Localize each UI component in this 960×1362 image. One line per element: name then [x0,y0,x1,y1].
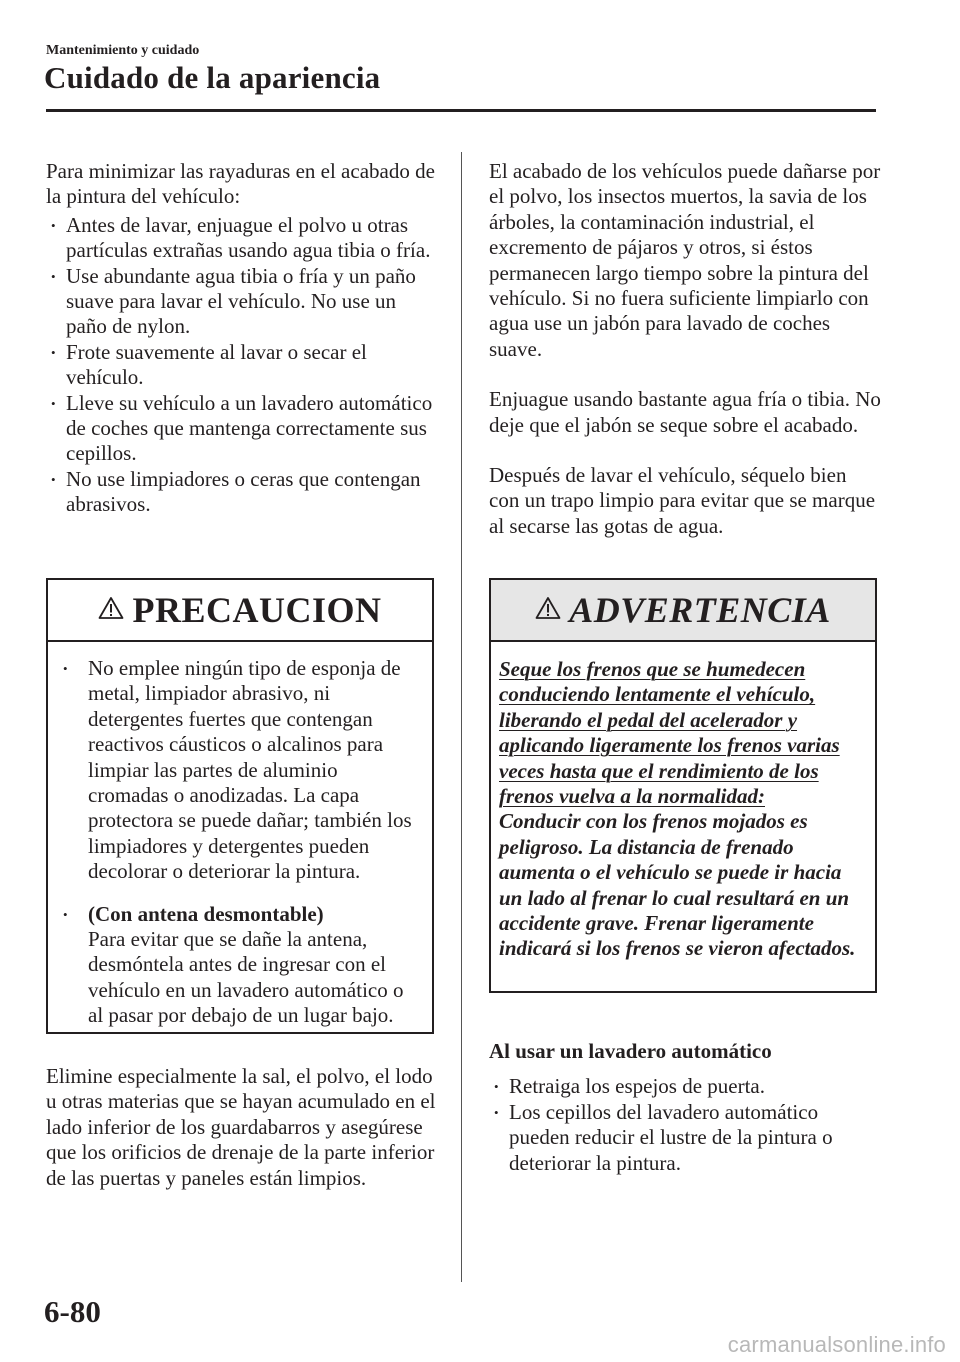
right-column [489,159,881,539]
car-wash-section [489,1039,881,1176]
warning-body [491,642,875,962]
car-wash-subheading: Al usar un lavadero automático [489,1039,772,1063]
caution-heading: PRECAUCION [132,590,382,630]
warning-triangle-icon [98,596,124,625]
rinse-paragraph: Enjuague usando bastante agua fría o tibia. No deje que el jabón se seque sobre el acabado. [489,387,881,437]
list-item: • Antes de lavar, enjuague el polvo u otras partículas extrañas usando agua tibia o fría. [46,213,436,264]
closing-paragraph: Elimine especialmente la sal, el polvo, el lodo u otras materias que se hayan acumulado en el lado inferior de los guardabarros y asegúrese que los orificios de drenaje de la parte inferior de las puertas y paneles están limpios. [46,1064,436,1190]
warning-header [491,580,875,642]
caution-body [48,642,432,1029]
page-title: Cuidado de la apariencia [44,60,381,95]
left-column [46,159,436,518]
warning-box [489,578,877,993]
warning-text: Conducir con los frenos mojados es peligroso. La distancia de frenado aumenta o el vehículo se puede ir hacia un lado al frenar lo cual resultará en un accidente grave. Frenar ligeramente indicará si los frenos se vieron afectados. [499,809,856,961]
page-number: 6-80 [44,1294,101,1329]
paint-damage-paragraph: El acabado de los vehículos puede dañarse por el polvo, los insectos muertos, la savia de los árboles, la contaminación industrial, el excremento de pájaros y otros, si éstos permanecen largo tiempo sobre la pintura del vehículo. Si no fuera suficiente limpiarlo con agua use un jabón para lavado de coches suave. [489,159,881,361]
caution-box [46,578,434,1034]
scratch-tips-list [46,213,436,518]
watermark: carmanualsonline.info [727,1332,946,1357]
caution-header [48,580,432,642]
column-divider [461,152,462,1282]
warning-triangle-icon [535,596,561,625]
intro-paragraph: Para minimizar las rayaduras en el acabado de la pintura del vehículo: [46,159,435,209]
caution-list [48,656,420,1029]
title-rule [46,109,876,112]
warning-heading: ADVERTENCIA [569,590,831,630]
list-item [48,902,420,1029]
list-item: • Frote suavemente al lavar o secar el vehículo. [46,340,436,391]
list-item: • Lleve su vehículo a un lavadero automático de coches que mantenga correctamente sus cepillos. [46,391,436,467]
dry-paragraph: Después de lavar el vehículo, séquelo bien con un trapo limpio para evitar que se marque al secarse las gotas de agua. [489,463,876,538]
antenna-title: • (Con antena desmontable) [88,901,324,926]
closing-paragraph-wrap [46,1064,436,1191]
list-item: • No use limpiadores o ceras que contengan abrasivos. [46,467,436,518]
list-item: • Use abundante agua tibia o fría y un paño suave para lavar el vehículo. No use un paño de nylon. [46,264,436,340]
list-item: • Los cepillos del lavadero automático pueden reducir el lustre de la pintura o deteriorar la pintura. [489,1100,881,1176]
list-item: • No emplee ningún tipo de esponja de metal, limpiador abrasivo, ni detergentes fuertes que contengan reactivos cáusticos o alcalinos para limpiar las partes de aluminio cromadas o anodizadas. La capa protectora se puede dañar; también los limpiadores y detergentes pueden decolorar o deteriorar la pintura. [48,656,420,885]
warning-instruction: Seque los frenos que se humedecen conduciendo lentamente el vehículo, liberando el pedal del acelerador y aplicando ligeramente los frenos varias veces hasta que el rendimiento de los frenos vuelva a la normalidad: [499,657,840,809]
section-label: Mantenimiento y cuidado [46,43,200,58]
antenna-text: Para evitar que se dañe la antena, desmóntela antes de ingresar con el vehículo en un lavadero automático o al pasar por debajo de un lugar bajo. [88,927,404,1028]
list-item: • Retraiga los espejos de puerta. [489,1074,881,1099]
car-wash-list [489,1074,881,1176]
